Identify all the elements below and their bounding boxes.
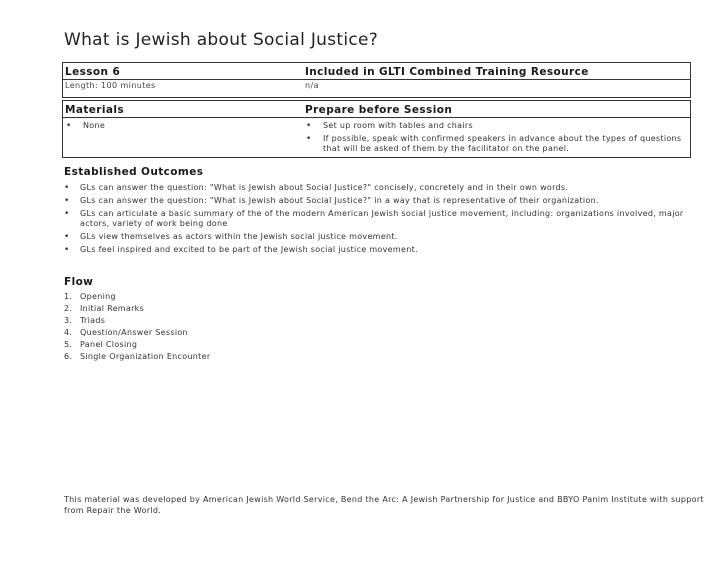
list-item: • GLs can answer the question: "What is Jewish about Social Justice?" concisely, concretely and in their own words.: [64, 183, 694, 193]
page-title: What is Jewish about Social Justice?: [64, 30, 379, 50]
included-column: [305, 63, 685, 90]
item-label: Opening: [80, 292, 116, 301]
list-item: [64, 315, 694, 327]
outcomes-header: Established Outcomes: [64, 166, 204, 178]
lesson-column: [65, 63, 295, 90]
list-item: • GLs can articulate a basic summary of the of the modern American Jewish social justice movement, including: organizations involved, major actors, variety of work being done: [64, 209, 694, 229]
lesson-length: Length: 100 minutes: [65, 81, 156, 90]
item-number: 3.: [64, 316, 73, 325]
item-label: Question/Answer Session: [80, 328, 188, 337]
prepare-list: [305, 121, 685, 154]
list-item: • None: [65, 121, 295, 131]
materials-header: Materials: [65, 104, 124, 116]
prepare-column: [305, 101, 685, 157]
lesson-info-box: [62, 62, 691, 98]
list-item: • If possible, speak with confirmed speakers in advance about the types of questions that will be asked of them by the facilitator on the panel.: [305, 134, 685, 154]
item-label: Panel Closing: [80, 340, 138, 349]
item-number: 2.: [64, 304, 73, 313]
materials-prepare-box: [62, 100, 691, 158]
included-label: Included in GLTI Combined Training Resource: [305, 66, 589, 78]
list-item: [64, 291, 694, 303]
item-number: 5.: [64, 340, 73, 349]
item-number: 4.: [64, 328, 73, 337]
list-item: [64, 303, 694, 315]
prepare-header: Prepare before Session: [305, 104, 453, 116]
lesson-name: Lesson 6: [65, 66, 121, 78]
item-number: 1.: [64, 292, 73, 301]
flow-list: [64, 291, 694, 363]
materials-list: [65, 121, 295, 131]
footer-credit: This material was developed by American Jewish World Service, Bend the Arc: A Jewish Partnership for Justice and BBYO Panim Institute with support from Repair the World.: [64, 495, 704, 515]
list-item: • Set up room with tables and chairs: [305, 121, 685, 131]
item-number: 6.: [64, 352, 73, 361]
item-label: Initial Remarks: [80, 304, 145, 313]
included-value: n/a: [305, 81, 319, 90]
outcomes-list: [64, 183, 694, 255]
list-item: • GLs can answer the question: "What is Jewish about Social Justice?" in a way that is representative of their organization.: [64, 196, 694, 206]
outcomes-section: [64, 166, 694, 258]
list-item: [64, 327, 694, 339]
list-item: [64, 339, 694, 351]
list-item: • GLs view themselves as actors within the Jewish social justice movement.: [64, 232, 694, 242]
materials-column: [65, 101, 295, 134]
list-item: [64, 351, 694, 363]
item-label: Single Organization Encounter: [80, 352, 211, 361]
flow-section: [64, 276, 694, 363]
list-item: • GLs feel inspired and excited to be part of the Jewish social justice movement.: [64, 245, 694, 255]
flow-header: Flow: [64, 276, 94, 288]
item-label: Triads: [80, 316, 106, 325]
